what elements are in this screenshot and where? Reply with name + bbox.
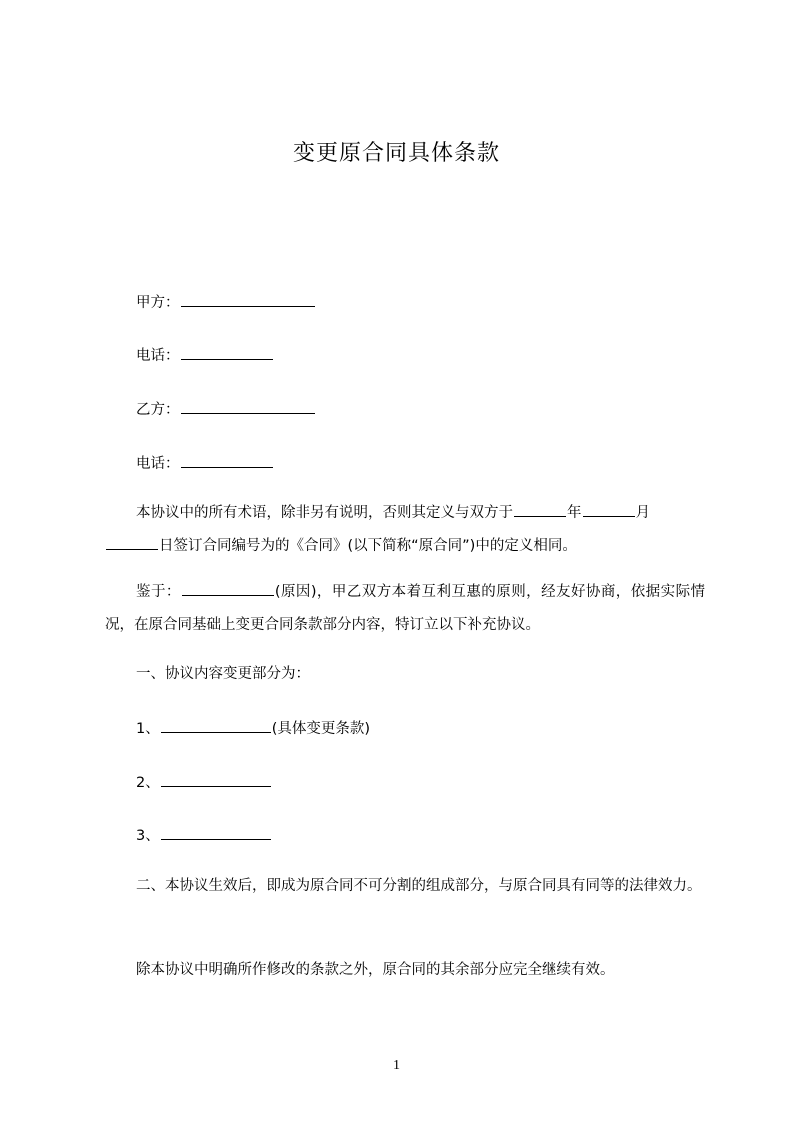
remaining-validity-paragraph: 除本协议中明确所作修改的条款之外，原合同的其余部分应完全继续有效。 <box>136 962 615 978</box>
item-1-number: 1、 <box>136 721 160 737</box>
item-2-blank <box>161 772 271 787</box>
list-item-1 <box>136 718 370 739</box>
party-a-line <box>136 292 316 313</box>
party-a-blank <box>181 292 315 307</box>
item-3-blank <box>161 825 271 840</box>
list-item-2 <box>136 772 272 793</box>
party-a-label: 甲方： <box>136 295 180 311</box>
phone-a-line <box>136 345 274 366</box>
item-2-number: 2、 <box>136 775 160 791</box>
terms-definition-paragraph <box>105 497 705 563</box>
day-blank <box>106 535 158 550</box>
year-label: 年 <box>567 505 582 521</box>
phone-b-blank <box>181 453 273 468</box>
section2-paragraph: 二、本协议生效后，即成为原合同不可分割的组成部分，与原合同具有同等的法律效力。 <box>136 878 702 894</box>
phone-a-blank <box>181 345 273 360</box>
terms-text-2: 日签订合同编号为的《合同》(以下简称“原合同”)中的定义相同。 <box>159 538 577 554</box>
item-3-number: 3、 <box>136 828 160 844</box>
month-label: 月 <box>635 505 650 521</box>
terms-text-1: 本协议中的所有术语，除非另有说明，否则其定义与双方于 <box>136 505 513 521</box>
item-1-suffix: (具体变更条款) <box>271 721 371 737</box>
whereas-text: (原因)，甲乙双方本着互利互惠的原则，经友好协商，依据实际情况，在原合同基础上变更合同条款部分内容，特订立以下补充协议。 <box>105 584 706 633</box>
terms-second-line <box>74 530 577 563</box>
document-title: 变更原合同具体条款 <box>292 141 500 166</box>
month-blank <box>583 502 635 517</box>
phone-b-label: 电话： <box>136 456 180 472</box>
year-blank <box>514 502 566 517</box>
section1-heading: 一、协议内容变更部分为： <box>136 666 310 682</box>
list-item-3 <box>136 825 272 846</box>
reason-blank <box>182 581 274 596</box>
whereas-paragraph <box>105 576 705 642</box>
phone-b-line <box>136 453 274 474</box>
item-1-blank <box>161 718 271 733</box>
party-b-blank <box>181 399 315 414</box>
party-b-line <box>136 399 316 420</box>
party-b-label: 乙方： <box>136 402 180 418</box>
phone-a-label: 电话： <box>136 348 180 364</box>
whereas-label: 鉴于： <box>136 584 181 600</box>
page-number: 1 <box>393 1058 400 1073</box>
